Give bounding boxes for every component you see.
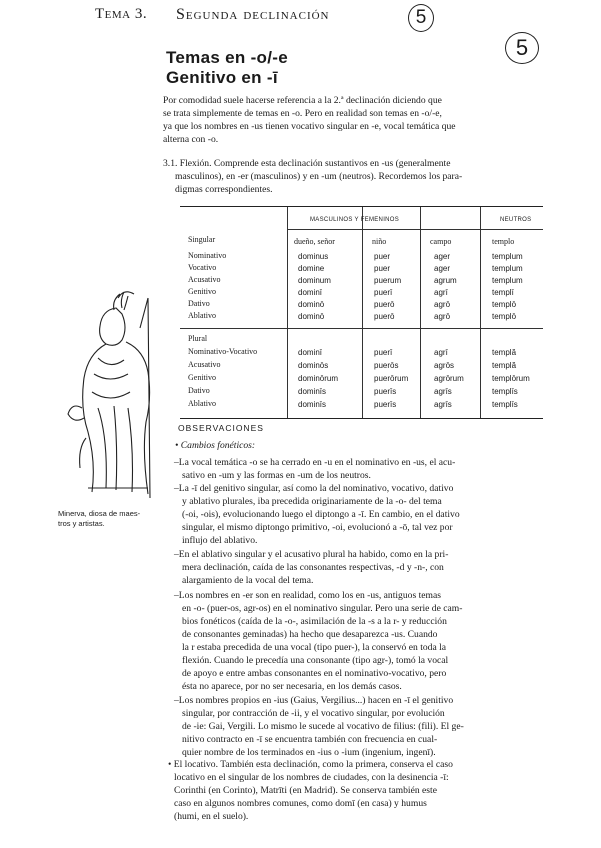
form: puerō (374, 312, 395, 321)
gloss: dueño, señor (294, 237, 335, 246)
observaciones-heading: OBSERVACIONES (178, 423, 264, 433)
intro-line: Por comodidad suele hacerse referencia a la 2.ª declinación diciendo que (163, 95, 442, 106)
form: dominōs (298, 361, 329, 370)
case-label: Nominativo (188, 251, 227, 260)
form: puerī (374, 288, 393, 297)
obs-line: bios fonéticos (caída de la -o-, asimilación de la -s a la r- y reducción (182, 616, 447, 627)
form: agrōrum (434, 374, 464, 383)
form: templum (492, 264, 523, 273)
form: agrō (434, 312, 451, 321)
obs-line: –Los nombres en -er son en realidad, como los en -us, antiguos temas (174, 590, 441, 601)
form: agrī (434, 348, 448, 357)
obs-line: ésta no aparece, por no ser necesaria, en los demás casos. (182, 681, 402, 692)
minerva-illustration (58, 288, 170, 500)
intro-line: alterna con -o. (163, 134, 219, 145)
obs-line: de -ie: Gai, Vergili. Lo mismo le sucede al vocativo de filius: (fili). El ge- (182, 721, 464, 732)
observation-item-1 (168, 456, 543, 482)
obs-line: –En el ablativo singular y el acusativo plural ha habido, como en la pri- (174, 549, 449, 560)
obs-line: sativo en -um y las formas en -um de los neutros. (182, 470, 371, 481)
obs-line: influjo del ablativo. (182, 535, 258, 546)
form: domine (298, 264, 325, 273)
form: ager (434, 252, 451, 261)
form: templum (492, 276, 523, 285)
obs-line: –La -ī del genitivo singular, así como la del nominativo, vocativo, dativo (174, 483, 454, 494)
case-label: Dativo (188, 386, 210, 395)
form: templō (492, 300, 517, 309)
obs-line: caso en algunos nombres comunes, como domī (en casa) y humus (174, 798, 427, 809)
form: puer (374, 264, 391, 273)
form: dominīs (298, 400, 327, 409)
gloss: templo (492, 237, 515, 246)
obs-line: singular, por contracción de -ii, y el vocativo singular, por evolución (182, 708, 445, 719)
form: puerōs (374, 361, 399, 370)
obs-line: (humi, en el suelo). (174, 811, 249, 822)
form: puerīs (374, 400, 397, 409)
locativo-paragraph (168, 758, 543, 823)
form: templōrum (492, 374, 530, 383)
form: puerōrum (374, 374, 409, 383)
flexion-line: digmas correspondientes. (175, 184, 273, 195)
form: agrōs (434, 361, 455, 370)
observation-item-3 (168, 548, 543, 587)
form: agrīs (434, 400, 452, 409)
case-label: Ablativo (188, 311, 216, 320)
form: puerum (374, 276, 402, 285)
form: templīs (492, 387, 518, 396)
cambios-foneticos-heading: • Cambios fonéticos: (175, 440, 256, 451)
form: dominus (298, 252, 329, 261)
form: agrō (434, 300, 451, 309)
case-label: Vocativo (188, 263, 217, 272)
form: dominī (298, 348, 323, 357)
case-label: Acusativo (188, 360, 221, 369)
form: agrum (434, 276, 457, 285)
header-masculinos: MASCULINOS Y FEMENINOS (310, 217, 400, 223)
form: dominōrum (298, 374, 339, 383)
obs-line: –Los nombres propios en -ius (Gaius, Vergilius...) hacen en -ī el genitivo (174, 695, 454, 706)
obs-line: –La vocal temática -o se ha cerrado en -u en el nominativo en -us, el acu- (174, 457, 456, 468)
case-label: Genitivo (188, 373, 216, 382)
gloss: campo (430, 237, 452, 246)
form: puerō (374, 300, 395, 309)
case-label: Ablativo (188, 399, 216, 408)
obs-line: locativo en el singular de los nombres de ciudades, con la desinencia -ī: (174, 772, 449, 783)
caption-line: Minerva, diosa de maes- (58, 509, 141, 518)
obs-line: (-oi, -ois), evolucionando luego el diptongo a -ī. En cambio, en el dativo (182, 509, 460, 520)
case-label: Nominativo-Vocativo (188, 347, 258, 356)
intro-line: ya que los nombres en -us tienen vocativo singular en -e, vocal temática que (163, 121, 456, 132)
case-label: Genitivo (188, 287, 216, 296)
declension-table (180, 206, 543, 419)
observation-item-2 (168, 482, 543, 547)
illustration-caption (58, 509, 180, 529)
caption-line: tros y artistas. (58, 519, 105, 528)
form: templī (492, 288, 514, 297)
obs-line: de consonantes geminadas) ha hecho que desaparezca -us. Cuando (182, 629, 438, 640)
intro-line: se trata simplemente de temas en -o. Pero en realidad son temas en -o/-e, (163, 108, 442, 119)
obs-line: alargamiento de la vocal del tema. (182, 575, 314, 586)
singular-label: Singular (188, 235, 216, 244)
observation-item-4 (168, 589, 543, 693)
obs-line: la r estaba precedida de una vocal (tipo puer-), la conservó en toda la (182, 642, 447, 653)
header-neutros: NEUTROS (500, 217, 532, 223)
observation-item-5 (168, 694, 543, 759)
obs-line: mera declinación, caída de las consonantes respectivas, -d y -n-, con (182, 562, 444, 573)
form: templīs (492, 400, 518, 409)
flexion-line: 3.1. Flexión. Comprende esta declinación sustantivos en -us (generalmente (163, 158, 451, 169)
form: puerīs (374, 387, 397, 396)
obs-line: quier nombre de los terminados en -ius o -ium (ingenium, ingenī). (182, 747, 436, 758)
obs-line: singular, el mismo diptongo primitivo, -oi, evolucionó a -ō, tal vez por (182, 522, 453, 533)
flexion-line: masculinos), en -er (masculinos) y en -um (neutros). Recordemos los para- (175, 171, 463, 182)
gloss: niño (372, 237, 387, 246)
form: dominī (298, 288, 323, 297)
form: templă (492, 361, 517, 370)
form: templō (492, 312, 517, 321)
obs-line: y ablativo plurales, iba precedida originariamente de la -o- del tema (182, 496, 442, 507)
obs-line: de apoyo e entre ambas consonantes en el nominativo-vocativo, pero (182, 668, 447, 679)
form: agrī (434, 288, 448, 297)
tema-label: Tema 3. (95, 6, 148, 22)
obs-line: flexión. Cuando le precedía una consonante (tipo agr-), tomó la vocal (182, 655, 449, 666)
page-number-circle: 5 (408, 4, 434, 32)
form: puer (374, 252, 391, 261)
obs-line: Corinthi (en Corinto), Matrīti (en Madrid). Se conserva también este (174, 785, 437, 796)
case-label: Dativo (188, 299, 210, 308)
form: templă (492, 348, 517, 357)
obs-line: nitivo contracto en -ī se encuentra también con frecuencia en cual- (182, 734, 438, 745)
form: puerī (374, 348, 393, 357)
form: dominō (298, 312, 325, 321)
plural-label: Plural (188, 334, 208, 343)
form: ager (434, 264, 451, 273)
section-title-line2: Genitivo en -ī (166, 68, 278, 87)
flexion-paragraph (163, 157, 543, 196)
form: dominum (298, 276, 331, 285)
form: dominō (298, 300, 325, 309)
obs-line: • El locativo. También esta declinación, como la primera, conserva el caso (168, 759, 453, 770)
obs-line: en -o- (puer-os, agr-os) en el nominativo singular. Pero una serie de cam- (182, 603, 463, 614)
form: templum (492, 252, 523, 261)
intro-paragraph (163, 94, 543, 146)
section-title-line1: Temas en -o/-e (166, 48, 288, 67)
chapter-title: Segunda declinación (176, 6, 330, 23)
form: dominīs (298, 387, 327, 396)
form: agrīs (434, 387, 452, 396)
case-label: Acusativo (188, 275, 221, 284)
margin-number-circle: 5 (505, 32, 539, 64)
